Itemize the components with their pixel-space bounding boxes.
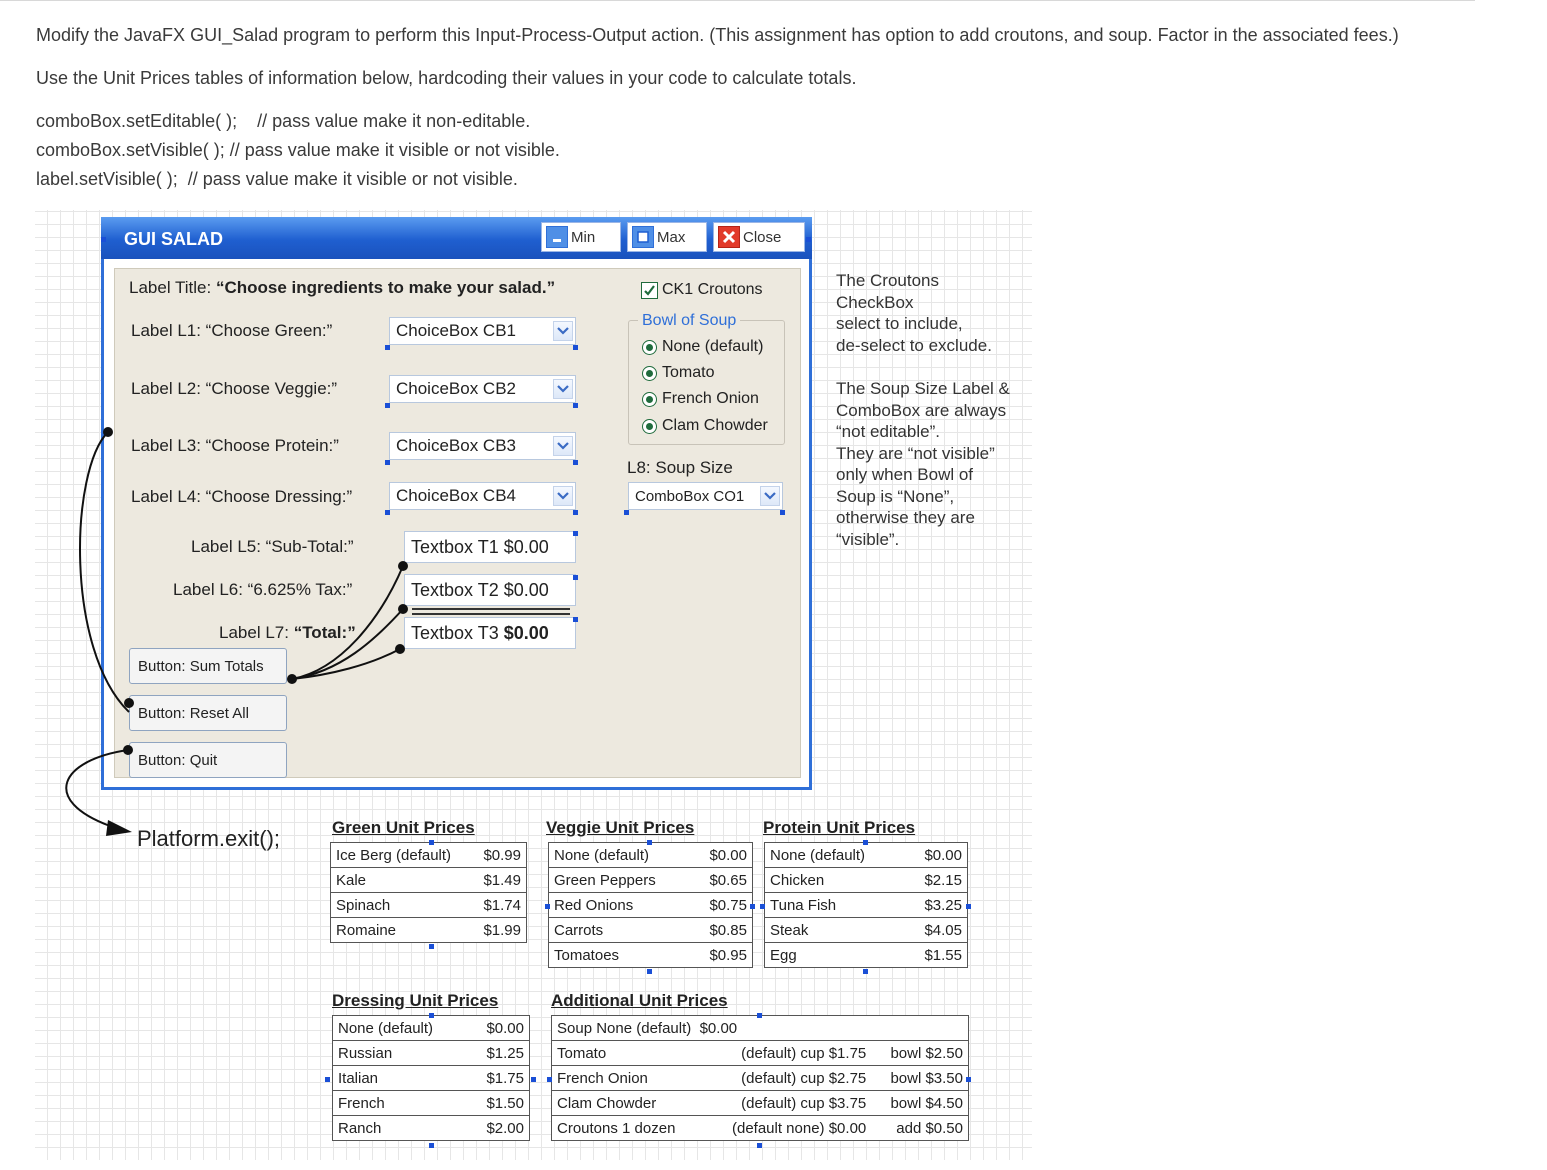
bowl-price-cell: bowl $4.50 xyxy=(871,1091,968,1116)
item-cell: Tuna Fish xyxy=(765,893,905,918)
note-line: select to include, xyxy=(836,314,963,333)
choicebox-cb3-value: ChoiceBox CB3 xyxy=(396,436,517,455)
note-line: otherwise they are xyxy=(836,508,975,527)
selection-handle xyxy=(385,403,390,408)
dressing-prices-table xyxy=(332,1015,530,1141)
table-row xyxy=(552,1116,969,1141)
selection-handle xyxy=(429,944,434,949)
item-cell: French xyxy=(333,1091,468,1116)
table-row xyxy=(765,918,968,943)
green-prices-table xyxy=(330,842,527,943)
table-row xyxy=(552,1016,969,1041)
textbox-t1[interactable]: Textbox T1 $0.00 xyxy=(404,531,576,563)
price-cell: $0.00 xyxy=(468,1016,530,1041)
item-cell: None (default) xyxy=(549,843,692,868)
label-l2: Label L2: “Choose Veggie:” xyxy=(131,379,338,398)
price-cell: $1.74 xyxy=(472,893,526,918)
selection-handle xyxy=(573,575,578,580)
item-cell: French Onion xyxy=(552,1066,703,1091)
choicebox-cb4-value: ChoiceBox CB4 xyxy=(396,486,517,505)
selection-handle xyxy=(385,460,390,465)
cup-price-cell: (default) cup $2.75 xyxy=(702,1066,871,1091)
item-cell: None (default) xyxy=(765,843,905,868)
label-l8-soup-size: L8: Soup Size xyxy=(627,458,733,477)
connector-dot xyxy=(398,604,408,614)
dressing-prices-title: Dressing Unit Prices xyxy=(332,991,499,1010)
table-row xyxy=(552,1041,969,1066)
price-cell: $2.00 xyxy=(468,1116,530,1141)
item-cell: None (default) xyxy=(333,1016,468,1041)
connector-dot xyxy=(398,561,408,571)
label-l7-prefix: Label L7: xyxy=(219,623,294,642)
selection-handle xyxy=(531,1077,536,1082)
croutons-label: CK1 Croutons xyxy=(662,281,763,298)
max-label: Max xyxy=(657,228,686,246)
item-cell: Italian xyxy=(333,1066,468,1091)
table-row xyxy=(331,843,527,868)
item-cell: Spinach xyxy=(331,893,473,918)
selection-handle xyxy=(573,617,578,622)
note-line: “not editable”. xyxy=(836,422,940,441)
selection-handle xyxy=(863,969,868,974)
note-line: They are “not visible” xyxy=(836,443,995,463)
selection-handle xyxy=(385,510,390,515)
table-row xyxy=(549,868,753,893)
bowl-price-cell: add $0.50 xyxy=(871,1116,968,1141)
item-cell: Green Peppers xyxy=(549,868,692,893)
choicebox-cb2-value: ChoiceBox CB2 xyxy=(396,379,517,398)
protein-prices-title: Protein Unit Prices xyxy=(763,818,916,837)
table-row xyxy=(549,843,753,868)
choicebox-cb1-value: ChoiceBox CB1 xyxy=(396,321,517,340)
connector-quit-to-exit xyxy=(66,750,128,826)
price-cell: $0.99 xyxy=(472,843,526,868)
price-cell: $2.15 xyxy=(904,868,968,893)
label-l3: Label L3: “Choose Protein:” xyxy=(131,436,339,455)
note-line: only when Bowl of xyxy=(836,465,974,484)
item-cell: Romaine xyxy=(331,918,473,943)
item-cell: Ranch xyxy=(333,1116,468,1141)
green-prices-title: Green Unit Prices xyxy=(332,818,475,837)
label-l4: Label L4: “Choose Dressing:” xyxy=(131,487,353,506)
price-cell: $1.49 xyxy=(472,868,526,893)
label-title-prefix: Label Title: xyxy=(129,278,216,297)
price-cell: $4.05 xyxy=(904,918,968,943)
table-row xyxy=(333,1116,530,1141)
soup-radio-french-onion-label: French Onion xyxy=(662,390,759,407)
price-cell: $1.75 xyxy=(468,1066,530,1091)
table-row xyxy=(331,868,527,893)
soup-group-title: Bowl of Soup xyxy=(638,312,740,330)
price-cell: $0.95 xyxy=(691,943,752,968)
platform-exit-text: Platform.exit(); xyxy=(137,826,281,851)
soup-radio-clam-chowder-label: Clam Chowder xyxy=(662,417,768,434)
price-cell: $1.55 xyxy=(904,943,968,968)
textbox-t3-prefix: Textbox T3 xyxy=(411,622,504,643)
label-l5: Label L5: “Sub-Total:” xyxy=(191,537,354,556)
item-cell: Chicken xyxy=(765,868,905,893)
item-cell: Egg xyxy=(765,943,905,968)
item-cell: Clam Chowder xyxy=(552,1091,703,1116)
price-cell: $1.99 xyxy=(472,918,526,943)
selection-handle xyxy=(780,510,785,515)
item-cell: Tomatoes xyxy=(549,943,692,968)
reset-all-button[interactable]: Button: Reset All xyxy=(129,695,287,731)
selection-handle xyxy=(757,1143,762,1148)
selection-handle xyxy=(750,904,755,909)
selection-handle xyxy=(429,840,434,845)
selection-handle xyxy=(429,1013,434,1018)
connector-reset-to-cb3 xyxy=(80,432,129,712)
table-row xyxy=(333,1066,530,1091)
textbox-t3-value: $0.00 xyxy=(503,622,549,643)
min-label: Min xyxy=(571,228,596,246)
cup-price-cell: (default) cup $3.75 xyxy=(702,1091,871,1116)
instruction-paragraph-1: Modify the JavaFX GUI_Salad program to perform this Input-Process-Output action. (This assignment has option to add croutons, and soup. Factor in the associated fees.) xyxy=(36,25,1399,45)
table-row xyxy=(549,943,753,968)
price-cell: $3.25 xyxy=(904,893,968,918)
selection-handle xyxy=(385,345,390,350)
item-cell: Croutons 1 dozen xyxy=(552,1116,703,1141)
code-line-set-editable: comboBox.setEditable( ); // pass value make it non-editable. xyxy=(36,111,531,131)
cup-price-cell: (default) cup $1.75 xyxy=(702,1041,871,1066)
bowl-price-cell: bowl $2.50 xyxy=(871,1041,968,1066)
item-cell: Steak xyxy=(765,918,905,943)
connector-dot xyxy=(287,674,297,684)
soup-none-cell: Soup None (default) $0.00 xyxy=(552,1016,969,1041)
item-cell: Red Onions xyxy=(549,893,692,918)
label-title-value: “Choose ingredients to make your salad.” xyxy=(215,278,556,297)
selection-handle xyxy=(966,1077,971,1082)
additional-prices-title: Additional Unit Prices xyxy=(551,991,728,1010)
table-row xyxy=(331,893,527,918)
combobox-co1-value: ComboBox CO1 xyxy=(635,487,745,505)
price-cell: $0.00 xyxy=(691,843,752,868)
connector-dot xyxy=(103,427,113,437)
protein-prices-table xyxy=(764,842,968,968)
code-line-combo-set-visible: comboBox.setVisible( ); // pass value make it visible or not visible. xyxy=(36,140,560,160)
table-row xyxy=(333,1091,530,1116)
label-l1: Label L1: “Choose Green:” xyxy=(131,321,333,340)
selection-handle xyxy=(325,1077,330,1082)
item-cell: Kale xyxy=(331,868,473,893)
price-cell: $0.65 xyxy=(691,868,752,893)
selection-handle xyxy=(547,1077,552,1082)
item-cell: Russian xyxy=(333,1041,468,1066)
note-line: The Croutons xyxy=(836,271,939,290)
table-row xyxy=(765,868,968,893)
table-row xyxy=(552,1091,969,1116)
cup-price-cell: (default none) $0.00 xyxy=(702,1116,871,1141)
table-row xyxy=(333,1016,530,1041)
connector-sum-to-t1 xyxy=(292,566,403,679)
selection-handle xyxy=(624,510,629,515)
note-line: Soup is “None”, xyxy=(836,486,955,506)
table-row xyxy=(549,918,753,943)
connector-dot xyxy=(124,698,134,708)
connector-dot xyxy=(395,644,405,654)
table-row xyxy=(552,1066,969,1091)
note-line: The Soup Size Label & xyxy=(836,379,1010,398)
note-line: CheckBox xyxy=(836,292,914,312)
item-cell: Ice Berg (default) xyxy=(331,843,473,868)
price-cell: $0.00 xyxy=(904,843,968,868)
close-label: Close xyxy=(743,228,782,246)
item-cell: Tomato xyxy=(552,1041,703,1066)
selection-handle xyxy=(806,237,811,242)
selection-handle xyxy=(573,460,578,465)
table-row xyxy=(765,943,968,968)
selection-handle xyxy=(647,840,652,845)
note-line: “visible”. xyxy=(836,529,900,549)
veggie-prices-title: Veggie Unit Prices xyxy=(546,818,695,837)
code-line-label-set-visible: label.setVisible( ); // pass value make it visible or not visible. xyxy=(36,169,518,189)
veggie-prices-table xyxy=(548,842,753,968)
selection-handle xyxy=(760,904,765,909)
note-line: ComboBox are always xyxy=(836,400,1007,420)
window-title: GUI SALAD xyxy=(124,229,223,249)
arrowhead xyxy=(106,820,132,836)
soup-radio-none-label: None (default) xyxy=(662,338,764,355)
selection-handle xyxy=(647,969,652,974)
sum-totals-button[interactable]: Button: Sum Totals xyxy=(129,648,287,684)
selection-handle xyxy=(757,1013,762,1018)
selection-handle xyxy=(101,237,106,242)
selection-handle xyxy=(573,345,578,350)
selection-handle xyxy=(966,904,971,909)
selection-handle xyxy=(573,510,578,515)
price-cell: $0.85 xyxy=(691,918,752,943)
selection-handle xyxy=(863,840,868,845)
textbox-t2[interactable]: Textbox T2 $0.00 xyxy=(404,574,576,606)
quit-button[interactable]: Button: Quit xyxy=(129,742,287,778)
soup-radio-tomato-label: Tomato xyxy=(662,364,715,381)
table-row xyxy=(549,893,753,918)
label-l7-value: “Total:” xyxy=(293,623,356,642)
price-cell: $0.75 xyxy=(691,893,752,918)
note-line: de-select to exclude. xyxy=(836,335,992,355)
bowl-price-cell: bowl $3.50 xyxy=(871,1066,968,1091)
table-row xyxy=(331,918,527,943)
instruction-paragraph-2: Use the Unit Prices tables of information below, hardcoding their values in your code to calculate totals. xyxy=(36,68,857,88)
table-row xyxy=(765,893,968,918)
selection-handle xyxy=(573,531,578,536)
selection-handle xyxy=(573,403,578,408)
item-cell: Carrots xyxy=(549,918,692,943)
connector-dot xyxy=(123,745,133,755)
price-cell: $1.50 xyxy=(468,1091,530,1116)
table-row xyxy=(333,1041,530,1066)
table-row xyxy=(765,843,968,868)
label-l6: Label L6: “6.625% Tax:” xyxy=(173,580,353,599)
selection-handle xyxy=(545,904,550,909)
selection-handle xyxy=(429,1143,434,1148)
price-cell: $1.25 xyxy=(468,1041,530,1066)
additional-prices-table xyxy=(551,1015,969,1141)
